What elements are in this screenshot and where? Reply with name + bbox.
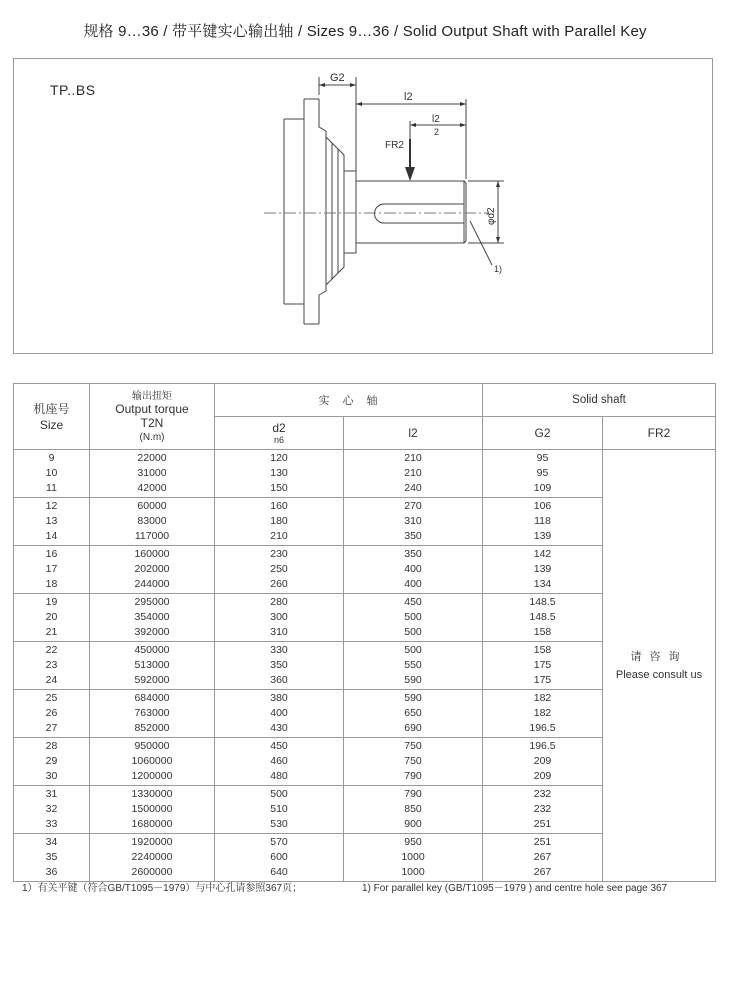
torque-value: 2600000: [131, 866, 173, 878]
g2-value: 267: [533, 866, 552, 878]
cell-l2: [344, 738, 483, 786]
footnote-cn: 1）有关平键（符合GB/T1095－1979）与中心孔请参照367页；: [22, 883, 303, 894]
torque-value: 1920000: [131, 836, 173, 848]
l2-value: 350: [404, 548, 422, 560]
torque-value: 244000: [134, 578, 170, 590]
l2-label: l2: [404, 91, 413, 103]
torque-value: 1060000: [131, 755, 173, 767]
size-value: 13: [45, 515, 58, 527]
size-value: 31: [45, 788, 58, 800]
cell-size: [14, 498, 90, 546]
solid-shaft-header-cn: 实 心 轴: [215, 384, 483, 417]
d2-value: 210: [270, 530, 288, 542]
torque-value: 450000: [134, 644, 170, 656]
cell-d2: [215, 450, 344, 498]
cell-g2: [483, 546, 603, 594]
flange-ring: [326, 137, 332, 285]
l2-value: 210: [404, 467, 422, 479]
l2-value: 1000: [401, 851, 425, 863]
size-value: 27: [45, 722, 58, 734]
cell-d2: [215, 786, 344, 834]
model-label: TP..BS: [50, 82, 96, 98]
l2-value: 900: [404, 818, 422, 830]
g2-value: 139: [533, 530, 552, 542]
fr2-consult-cell: [603, 450, 716, 882]
g2-value: 267: [533, 851, 552, 863]
size-header-cn: 机座号: [33, 401, 70, 416]
d2-value: 460: [270, 755, 288, 767]
torque-value: 83000: [137, 515, 167, 527]
g2-value: 139: [533, 563, 552, 575]
torque-unit: (N.m): [139, 431, 165, 443]
d2-value: 450: [270, 740, 288, 752]
size-value: 34: [45, 836, 58, 848]
cell-size: [14, 450, 90, 498]
torque-value: 160000: [134, 548, 170, 560]
cell-torque: [90, 834, 215, 882]
size-header: [14, 384, 90, 450]
g2-value: 109: [533, 482, 552, 494]
torque-header-en: Output torque: [115, 401, 189, 416]
torque-value: 42000: [137, 482, 167, 494]
cell-d2: [215, 690, 344, 738]
d2-value: 230: [270, 548, 288, 560]
l2-value: 240: [404, 482, 422, 494]
cell-size: [14, 738, 90, 786]
torque-header: [90, 384, 215, 450]
cell-g2: [483, 642, 603, 690]
d2-value: 530: [270, 818, 288, 830]
l2-value: 450: [404, 596, 422, 608]
torque-value: 1500000: [131, 803, 173, 815]
l2-value: 750: [404, 740, 422, 752]
l2-value: 500: [404, 644, 422, 656]
d2-value: 510: [270, 803, 288, 815]
cell-g2: [483, 738, 603, 786]
size-value: 19: [45, 596, 58, 608]
torque-value: 392000: [134, 626, 170, 638]
l2-value: 270: [404, 500, 422, 512]
size-value: 10: [45, 467, 58, 479]
d2-header: d2 n6: [215, 417, 344, 450]
size-value: 32: [45, 803, 58, 815]
g2-value: 148.5: [529, 596, 556, 608]
torque-value: 202000: [134, 563, 170, 575]
l2-value: 750: [404, 755, 422, 767]
size-value: 36: [45, 866, 58, 878]
l2-value: 950: [404, 836, 422, 848]
cell-size: [14, 690, 90, 738]
d2-tolerance: n6: [273, 435, 284, 445]
cell-g2: [483, 594, 603, 642]
shaft-drawing-panel: [13, 58, 713, 354]
torque-value: 117000: [134, 530, 170, 542]
torque-value: 60000: [137, 500, 167, 512]
cell-g2: [483, 690, 603, 738]
torque-value: 513000: [134, 659, 170, 671]
d2-value: 260: [270, 578, 288, 590]
l2-value: 590: [404, 692, 422, 704]
l2-value: 790: [404, 770, 422, 782]
cell-l2: [344, 594, 483, 642]
l2-value: 590: [404, 674, 422, 686]
note-marker: 1): [494, 264, 503, 274]
cell-g2: [483, 498, 603, 546]
l2-value: 500: [404, 626, 422, 638]
shaft-dimensions-table: [13, 383, 716, 882]
size-value: 21: [45, 626, 58, 638]
size-value: 28: [45, 740, 58, 752]
consult-text-cn: 请咨询: [630, 650, 688, 663]
size-value: 18: [45, 578, 58, 590]
d2-label: φd2: [486, 207, 497, 225]
half-l2-denominator: 2: [434, 127, 440, 137]
g2-value: 118: [534, 515, 551, 527]
cell-torque: [90, 642, 215, 690]
cell-l2: [344, 690, 483, 738]
d2-value: 250: [270, 563, 288, 575]
g2-value: 95: [536, 452, 549, 464]
size-value: 35: [45, 851, 58, 863]
size-value: 9: [48, 452, 55, 464]
cell-torque: [90, 450, 215, 498]
torque-value: 950000: [134, 740, 170, 752]
size-value: 26: [45, 707, 58, 719]
g2-value: 175: [533, 659, 552, 671]
footnote-en: 1) For parallel key (GB/T1095－1979 ) and centre hole see page 367: [362, 883, 668, 894]
size-value: 22: [45, 644, 58, 656]
d2-value: 150: [270, 482, 288, 494]
d2-value: 600: [270, 851, 288, 863]
torque-symbol: T2N: [140, 415, 164, 430]
force-arrow-shaft: [409, 139, 411, 171]
g2-value: 209: [533, 770, 552, 782]
half-l2-numerator: l2: [432, 114, 440, 125]
cell-d2: [215, 642, 344, 690]
g2-value: 134: [533, 578, 552, 590]
fr2-header: FR2: [603, 417, 716, 450]
cell-size: [14, 786, 90, 834]
size-value: 20: [45, 611, 58, 623]
g2-value: 182: [533, 692, 552, 704]
cell-size: [14, 642, 90, 690]
size-value: 16: [45, 548, 58, 560]
torque-value: 354000: [134, 611, 170, 623]
l2-value: 500: [404, 611, 422, 623]
size-value: 24: [45, 674, 58, 686]
g2-value: 142: [533, 548, 552, 560]
page-title: 规格 9…36 / 带平键实心输出轴 / Sizes 9…36 / Solid Output Shaft with Parallel Key: [83, 23, 647, 40]
cell-l2: [344, 450, 483, 498]
size-header-en: Size: [39, 417, 64, 432]
d2-value: 400: [270, 707, 288, 719]
cell-torque: [90, 546, 215, 594]
cell-g2: [483, 450, 603, 498]
size-value: 17: [45, 563, 58, 575]
size-value: 11: [46, 482, 57, 494]
cell-d2: [215, 594, 344, 642]
torque-value: 1200000: [131, 770, 173, 782]
solid-shaft-header-en: Solid shaft: [483, 384, 716, 417]
l2-value: 790: [404, 788, 422, 800]
cell-torque: [90, 594, 215, 642]
l2-value: 400: [404, 578, 422, 590]
torque-header-cn: 输出扭矩: [132, 390, 172, 402]
d2-value: 300: [270, 611, 288, 623]
cell-size: [14, 594, 90, 642]
cell-size: [14, 546, 90, 594]
g2-value: 196.5: [529, 722, 556, 734]
size-value: 23: [45, 659, 58, 671]
d2-value: 640: [270, 866, 288, 878]
g2-value: 232: [533, 803, 552, 815]
l2-value: 850: [404, 803, 422, 815]
force-label: FR2: [385, 140, 404, 151]
size-value: 14: [45, 530, 58, 542]
cell-l2: [344, 546, 483, 594]
d2-value: 360: [270, 674, 288, 686]
cell-d2: [215, 834, 344, 882]
cell-g2: [483, 786, 603, 834]
g2-value: 196.5: [529, 740, 556, 752]
d2-value: 380: [270, 692, 288, 704]
g2-header: G2: [483, 417, 603, 450]
l2-value: 350: [404, 530, 422, 542]
cell-torque: [90, 690, 215, 738]
torque-value: 852000: [134, 722, 170, 734]
g2-value: 106: [533, 500, 552, 512]
cell-torque: [90, 738, 215, 786]
output-shaft: [356, 181, 464, 243]
table-row-group: [14, 450, 716, 498]
l2-value: 400: [404, 563, 422, 575]
l2-value: 1000: [401, 866, 425, 878]
g2-value: 175: [533, 674, 552, 686]
d2-value: 430: [270, 722, 288, 734]
torque-value: 763000: [134, 707, 170, 719]
d2-value: 310: [270, 626, 288, 638]
cell-l2: [344, 834, 483, 882]
d2-value: 160: [270, 500, 288, 512]
l2-header: l2: [344, 417, 483, 450]
torque-value: 2240000: [131, 851, 173, 863]
shaft-collar: [344, 171, 356, 253]
g2-value: 158: [533, 644, 552, 656]
d2-value: 480: [270, 770, 288, 782]
size-value: 33: [45, 818, 58, 830]
g2-value: 251: [533, 836, 552, 848]
d2-value: 130: [270, 467, 288, 479]
l2-value: 550: [404, 659, 422, 671]
l2-value: 690: [404, 722, 422, 734]
cell-l2: [344, 786, 483, 834]
torque-value: 22000: [137, 452, 167, 464]
torque-value: 592000: [134, 674, 170, 686]
size-value: 12: [45, 500, 58, 512]
d2-value: 350: [270, 659, 288, 671]
cell-d2: [215, 498, 344, 546]
g2-value: 182: [533, 707, 552, 719]
d2-value: 180: [270, 515, 288, 527]
torque-value: 1330000: [131, 788, 173, 800]
size-value: 29: [45, 755, 58, 767]
g2-value: 209: [533, 755, 552, 767]
l2-value: 210: [404, 452, 422, 464]
consult-text-en: Please consult us: [615, 668, 703, 681]
cell-size: [14, 834, 90, 882]
torque-value: 1680000: [131, 818, 173, 830]
force-arrow-head: [405, 167, 415, 181]
d2-value: 120: [270, 452, 288, 464]
l2-value: 310: [404, 515, 422, 527]
g2-value: 232: [533, 788, 552, 800]
size-value: 25: [45, 692, 58, 704]
cell-d2: [215, 738, 344, 786]
d2-value: 280: [270, 596, 288, 608]
d2-value: 500: [270, 788, 288, 800]
d2-value: 330: [270, 644, 288, 656]
torque-value: 684000: [134, 692, 170, 704]
g2-value: 95: [536, 467, 549, 479]
g2-value: 158: [533, 626, 552, 638]
cell-g2: [483, 834, 603, 882]
cell-d2: [215, 546, 344, 594]
g2-label: G2: [330, 72, 345, 84]
size-value: 30: [45, 770, 58, 782]
cell-l2: [344, 498, 483, 546]
cell-torque: [90, 498, 215, 546]
torque-value: 295000: [134, 596, 170, 608]
cell-l2: [344, 642, 483, 690]
torque-value: 31000: [137, 467, 167, 479]
g2-value: 148.5: [529, 611, 556, 623]
shaft-diagram: [14, 59, 714, 355]
d2-value: 570: [270, 836, 288, 848]
g2-value: 251: [533, 818, 552, 830]
l2-value: 650: [404, 707, 422, 719]
cell-torque: [90, 786, 215, 834]
